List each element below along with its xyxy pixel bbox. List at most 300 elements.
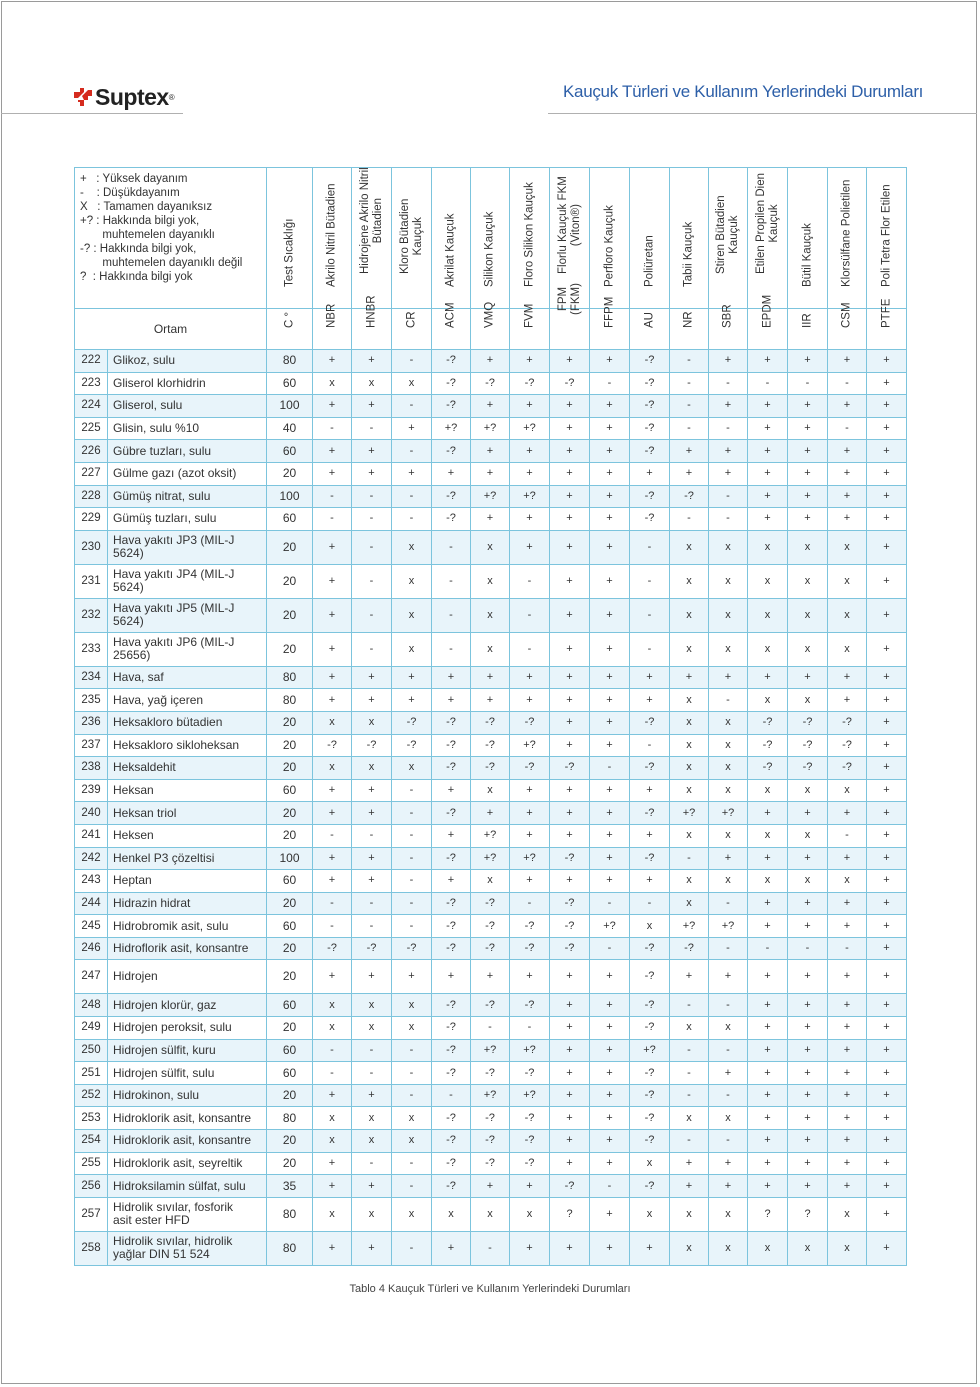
column-header-material [392,168,432,309]
resistance-value: + [867,417,907,440]
resistance-value: + [432,779,471,802]
resistance-value: - [709,1130,748,1153]
resistance-value: -? [392,734,432,757]
resistance-value: -? [828,757,867,780]
resistance-value: + [748,994,788,1017]
table-row [75,598,907,632]
row-number: 257 [75,1197,108,1231]
suptex-logo-mark-icon [74,88,92,106]
medium-name-line: Heksakloro bütadien [113,715,223,730]
test-temperature: 80 [267,350,313,373]
resistance-value: x [670,892,709,915]
resistance-value: + [550,1231,590,1265]
resistance-value: + [867,598,907,632]
resistance-value: -? [471,915,510,938]
resistance-value: + [510,960,550,994]
resistance-value: + [471,1175,510,1198]
resistance-value: x [352,711,392,734]
resistance-value: x [670,564,709,598]
resistance-value: - [630,530,670,564]
resistance-value: + [510,1175,550,1198]
resistance-value: + [788,508,828,531]
table-row [75,440,907,463]
resistance-value: + [432,666,471,689]
resistance-value: - [670,1084,709,1107]
resistance-value: - [352,417,392,440]
resistance-value: -? [432,1130,471,1153]
test-temperature: 20 [267,1017,313,1040]
resistance-value: - [313,508,352,531]
resistance-value: + [828,666,867,689]
resistance-value: + [590,734,630,757]
material-code: NR [682,311,695,328]
resistance-value: + [748,1017,788,1040]
column-header-code [510,303,550,350]
test-temperature: 80 [267,666,313,689]
resistance-value: + [630,824,670,847]
resistance-value: + [670,1152,709,1175]
resistance-value: -? [630,937,670,960]
resistance-value: + [748,1039,788,1062]
resistance-value: + [590,462,630,485]
resistance-value: + [748,1062,788,1085]
resistance-value: -? [432,757,471,780]
resistance-value: - [590,937,630,960]
material-name [399,199,425,274]
resistance-value: + [313,1231,352,1265]
resistance-value: + [550,960,590,994]
resistance-value: + [590,1039,630,1062]
resistance-value: + [550,564,590,598]
resistance-value: x [392,994,432,1017]
resistance-value: + [828,1084,867,1107]
resistance-value: + [510,666,550,689]
medium-name-line: Hidrobromik asit, sulu [113,918,229,933]
resistance-value: + [828,1152,867,1175]
resistance-value: + [867,372,907,395]
resistance-value: -? [630,1130,670,1153]
resistance-value: x [313,994,352,1017]
resistance-value: - [670,1039,709,1062]
material-code: FVM [523,303,535,328]
medium-name [108,350,267,373]
test-temperature: 20 [267,564,313,598]
row-number: 255 [75,1152,108,1175]
resistance-value: x [392,1017,432,1040]
medium-name-line: Hidrojen klorür, gaz [113,997,217,1012]
table-row [75,937,907,960]
table-row [75,666,907,689]
resistance-value: + [828,1062,867,1085]
medium-name [108,994,267,1017]
resistance-value: + [550,666,590,689]
medium-name [108,564,267,598]
medium-name [108,734,267,757]
resistance-value: x [392,632,432,666]
resistance-value: -? [630,1062,670,1085]
resistance-value: -? [392,711,432,734]
row-number: 253 [75,1107,108,1130]
resistance-value: x [471,530,510,564]
resistance-value: + [352,847,392,870]
material-name-line: Poliüretan [643,235,655,287]
column-header-unit [267,309,313,350]
resistance-value: + [510,689,550,712]
medium-name [108,1152,267,1175]
resistance-value: x [392,1107,432,1130]
resistance-value: + [550,530,590,564]
resistance-value: x [788,824,828,847]
resistance-value: -? [630,847,670,870]
resistance-value: + [590,711,630,734]
legend-line: + : Yüksek dayanım [80,173,188,185]
suptex-logo-text: Suptex [95,83,169,110]
resistance-value: x [352,994,392,1017]
resistance-value: + [550,632,590,666]
table-row [75,564,907,598]
resistance-value: - [709,372,748,395]
resistance-value: - [670,508,709,531]
resistance-value: x [709,632,748,666]
resistance-value: x [670,632,709,666]
resistance-value: -? [352,734,392,757]
resistance-value: ? [550,1197,590,1231]
medium-name-line: Henkel P3 çözeltisi [113,850,215,865]
legend [75,168,267,309]
resistance-value: + [867,779,907,802]
resistance-value: - [392,1231,432,1265]
material-name [715,195,741,274]
medium-name [108,960,267,994]
resistance-value: x [709,598,748,632]
row-number: 230 [75,530,108,564]
resistance-value: - [788,937,828,960]
row-number: 246 [75,937,108,960]
column-header-code [709,304,748,350]
resistance-value: x [670,870,709,893]
column-header-material [510,168,550,309]
test-temperature: 20 [267,1152,313,1175]
resistance-value: - [670,372,709,395]
resistance-value: x [748,598,788,632]
medium-name [108,824,267,847]
material-code-line: (FKM) [569,283,582,315]
resistance-value: - [352,1039,392,1062]
column-header-material [352,168,392,309]
resistance-value: + [590,994,630,1017]
resistance-value: + [550,1039,590,1062]
resistance-value: -? [510,994,550,1017]
legend-line: +? : Hakkında bilgi yok, [80,215,200,227]
resistance-value: + [828,994,867,1017]
resistance-value: - [590,757,630,780]
resistance-value: + [313,1084,352,1107]
resistance-value: x [670,734,709,757]
resistance-value: + [550,598,590,632]
resistance-value: + [867,915,907,938]
resistance-value: + [748,666,788,689]
table-caption: Tablo 4 Kauçuk Türleri ve Kullanım Yerlerindeki Durumları [349,1283,631,1295]
row-number: 227 [75,462,108,485]
resistance-value: + [550,779,590,802]
resistance-value: + [867,757,907,780]
resistance-value: x [313,1017,352,1040]
resistance-value: + [709,462,748,485]
resistance-value: x [788,1231,828,1265]
row-number: 251 [75,1062,108,1085]
resistance-value: - [392,824,432,847]
resistance-value: -? [550,757,590,780]
resistance-value: + [748,1152,788,1175]
material-name-line: Stiren Bütadien [715,195,727,274]
resistance-value: + [828,1039,867,1062]
table-row [75,1175,907,1198]
resistance-value: + [313,598,352,632]
resistance-value: - [352,1152,392,1175]
test-temperature: 60 [267,508,313,531]
resistance-value: - [510,632,550,666]
resistance-value: x [313,1130,352,1153]
row-number: 229 [75,508,108,531]
resistance-value: + [313,1175,352,1198]
resistance-value: + [352,779,392,802]
resistance-value: - [313,417,352,440]
resistance-value: -? [630,960,670,994]
test-temperature: 60 [267,779,313,802]
resistance-value: + [352,870,392,893]
material-name-line: Akrilat Kauçuk [444,213,457,287]
resistance-value: -? [550,847,590,870]
resistance-value: x [828,1231,867,1265]
resistance-value: -? [313,937,352,960]
resistance-value: -? [432,350,471,373]
resistance-value: + [352,802,392,825]
material-name-line: Silikon Kauçuk [483,211,496,287]
resistance-value: + [670,1175,709,1198]
column-header-code [392,309,432,350]
row-number: 223 [75,372,108,395]
medium-name-line: Gliserol, sulu [113,398,183,413]
resistance-value: -? [630,395,670,418]
row-number: 256 [75,1175,108,1198]
material-code: NBR [325,303,338,328]
resistance-value: -? [432,847,471,870]
resistance-value: + [590,1107,630,1130]
table-row [75,350,907,373]
table-row [75,1107,907,1130]
resistance-value: x [392,1197,432,1231]
resistance-value: x [392,1130,432,1153]
suptex-logo [74,84,175,110]
resistance-value: + [550,689,590,712]
resistance-value: - [392,440,432,463]
medium-name-line: Heksen [113,828,154,843]
resistance-value: + [867,1152,907,1175]
row-number: 248 [75,994,108,1017]
resistance-value: x [313,1107,352,1130]
medium-name [108,666,267,689]
resistance-value: + [550,802,590,825]
resistance-value: x [352,1017,392,1040]
resistance-value: + [352,960,392,994]
legend-line: X : Tamamen dayanıksız [80,201,213,213]
resistance-value: + [828,395,867,418]
resistance-value: -? [550,915,590,938]
medium-name [108,1039,267,1062]
resistance-value: -? [471,892,510,915]
resistance-value: -? [471,1152,510,1175]
table-row [75,915,907,938]
resistance-value: - [471,1231,510,1265]
resistance-value: + [471,395,510,418]
resistance-value: + [550,1062,590,1085]
test-temperature: 20 [267,824,313,847]
resistance-value: -? [432,395,471,418]
medium-name [108,417,267,440]
resistance-value: - [510,564,550,598]
resistance-value: - [392,802,432,825]
row-number: 222 [75,350,108,373]
page-title: Kauçuk Türleri ve Kullanım Yerlerindeki Durumları [563,82,924,101]
legend-line: muhtemelen dayanıklı değil [80,257,243,269]
resistance-value: -? [471,711,510,734]
test-temperature: 20 [267,802,313,825]
resistance-value: -? [471,757,510,780]
resistance-value: x [313,1197,352,1231]
medium-name-line: Glikoz, sulu [113,353,176,368]
medium-name [108,757,267,780]
row-number: 224 [75,395,108,418]
material-name-line: Floro Silikon Kauçuk [523,182,535,287]
material-code: PTFE [880,298,892,328]
material-name-line: Akrilo Nitril Bütadien [325,183,338,287]
resistance-value: x [828,632,867,666]
material-name [484,212,497,287]
resistance-value: x [748,632,788,666]
resistance-value: +? [709,915,748,938]
resistance-value: + [550,462,590,485]
resistance-value: - [432,1084,471,1107]
header-row-names [75,168,907,309]
resistance-value: + [352,1231,392,1265]
header-row-codes [75,309,907,350]
material-name [359,167,385,274]
resistance-value: - [432,530,471,564]
table-row [75,757,907,780]
resistance-value: + [748,350,788,373]
resistance-value: + [550,350,590,373]
resistance-value: - [670,1130,709,1153]
medium-name [108,915,267,938]
resistance-value: -? [471,994,510,1017]
resistance-value: + [828,960,867,994]
resistance-value: -? [471,734,510,757]
resistance-value: x [709,1107,748,1130]
medium-name-line: Hava yakıtı JP3 (MIL-J [113,533,235,548]
material-code: IIR [801,313,813,328]
medium-name [108,632,267,666]
resistance-value: + [352,462,392,485]
resistance-value: x [788,870,828,893]
material-code: ACM [444,302,457,328]
test-temperature: 20 [267,462,313,485]
row-number: 231 [75,564,108,598]
resistance-value: -? [828,711,867,734]
resistance-value: - [392,1152,432,1175]
row-number: 237 [75,734,108,757]
resistance-value: + [510,508,550,531]
medium-name-line: Heksakloro sikloheksan [113,737,240,752]
resistance-value: + [590,802,630,825]
resistance-value: + [788,440,828,463]
resistance-value: - [392,1175,432,1198]
resistance-value: + [630,666,670,689]
medium-name [108,779,267,802]
resistance-value: -? [630,994,670,1017]
material-name-line: Kauçuk [411,217,424,256]
resistance-value: + [590,598,630,632]
resistance-value: -? [432,1107,471,1130]
resistance-value: + [313,440,352,463]
table-row [75,1197,907,1231]
resistance-value: + [590,824,630,847]
resistance-value: - [828,824,867,847]
resistance-value: -? [471,1130,510,1153]
table-row [75,395,907,418]
resistance-value: + [510,824,550,847]
resistance-value: + [867,802,907,825]
resistance-value: +? [471,1084,510,1107]
resistance-value: + [550,734,590,757]
medium-name-line: Gülme gazı (azot oksit) [113,466,237,481]
resistance-value: x [670,711,709,734]
row-number: 236 [75,711,108,734]
row-number: 226 [75,440,108,463]
resistance-value: - [313,1062,352,1085]
resistance-value: + [867,632,907,666]
resistance-value: - [630,564,670,598]
resistance-value: + [867,564,907,598]
resistance-value: -? [788,711,828,734]
resistance-value: + [828,802,867,825]
column-header-code [352,295,392,350]
resistance-value: + [788,395,828,418]
resistance-value: + [510,440,550,463]
resistance-value: + [867,1062,907,1085]
resistance-value: -? [510,1062,550,1085]
resistance-value: + [550,824,590,847]
material-name-line: Bütadien [371,197,384,244]
resistance-value: -? [630,1017,670,1040]
medium-name-line: Hidrolik sıvılar, hidrolik [113,1234,233,1249]
resistance-value: + [867,666,907,689]
resistance-value: -? [392,937,432,960]
material-name [557,176,583,274]
resistance-value: + [788,462,828,485]
medium-name-line: Hidrojen sülfit, sulu [113,1065,215,1080]
material-code: HNBR [365,295,377,328]
row-number: 225 [75,417,108,440]
table-row [75,462,907,485]
resistance-value: + [313,1152,352,1175]
table-row [75,870,907,893]
resistance-value: + [867,734,907,757]
resistance-value: -? [748,711,788,734]
header-divider-left [1,113,183,114]
table-row [75,508,907,531]
resistance-value: + [748,508,788,531]
resistance-value: + [590,508,630,531]
